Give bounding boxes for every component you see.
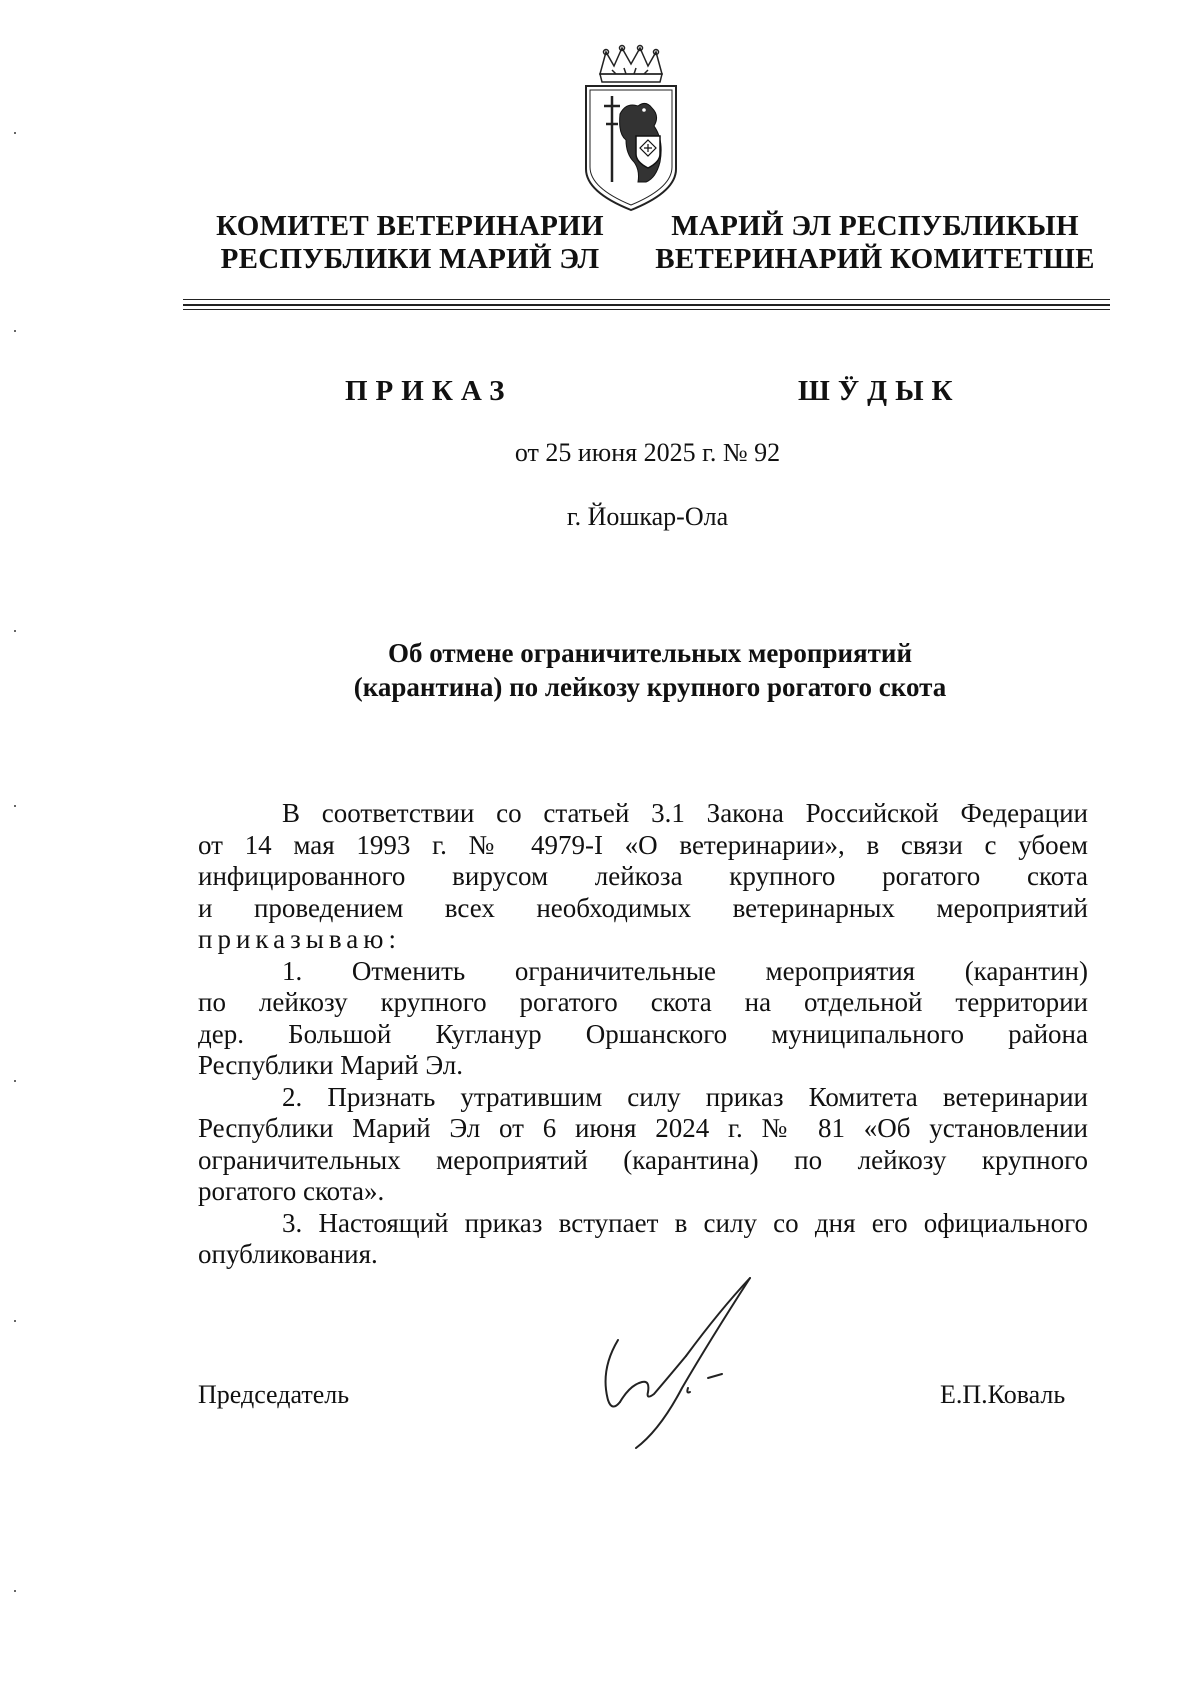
document-date-number: от 25 июня 2025 г. № 92 bbox=[514, 438, 781, 467]
document-body bbox=[198, 798, 1088, 1271]
scan-margin-mark bbox=[14, 132, 16, 134]
scan-margin-mark bbox=[14, 1590, 16, 1592]
org-name-mari-line2: ВЕТЕРИНАРИЙ КОМИТЕТШЕ bbox=[655, 243, 1095, 275]
org-name-russian bbox=[200, 210, 620, 276]
header-divider-middle bbox=[183, 304, 1110, 306]
document-type-russian: ПРИКАЗ bbox=[345, 375, 513, 407]
scan-margin-mark bbox=[14, 1080, 16, 1082]
org-name-mari bbox=[650, 210, 1100, 276]
body-line: Республики Марий Эл. bbox=[198, 1050, 464, 1080]
body-line: В соответствии со статьей 3.1 Закона Российской Федерации bbox=[282, 798, 1088, 828]
body-line: Республики Марий Эл от 6 июня 2024 г. № 81 «Об установлении bbox=[198, 1113, 1088, 1143]
document-city: г. Йошкар-Ола bbox=[566, 502, 729, 531]
body-line: приказываю: bbox=[198, 924, 401, 954]
signatory-name: Е.П.Коваль bbox=[940, 1380, 1066, 1409]
body-line: от 14 мая 1993 г. № 4979-I «О ветеринарии», в связи с убоем bbox=[198, 829, 1088, 860]
org-name-ru-line2: РЕСПУБЛИКИ МАРИЙ ЭЛ bbox=[220, 243, 600, 275]
header-divider-top bbox=[183, 299, 1110, 300]
org-name-mari-line1: МАРИЙ ЭЛ РЕСПУБЛИКЫН bbox=[671, 210, 1079, 242]
scan-margin-mark bbox=[14, 1320, 16, 1322]
scan-margin-mark bbox=[14, 330, 16, 332]
handwritten-signature-icon bbox=[590, 1270, 770, 1450]
org-name-ru-line1: КОМИТЕТ ВЕТЕРИНАРИИ bbox=[216, 210, 604, 242]
subject-line-1: Об отмене ограничительных мероприятий bbox=[387, 638, 913, 668]
document-type-mari: ШӰДЫК bbox=[798, 375, 961, 407]
body-line: ограничительных мероприятий (карантина) по лейкозу крупного bbox=[198, 1144, 1088, 1175]
body-line: рогатого скота». bbox=[198, 1176, 385, 1206]
document-subject bbox=[330, 636, 970, 704]
coat-of-arms-icon bbox=[580, 44, 682, 212]
body-line: дер. Большой Кугланур Оршанского муниципального района bbox=[198, 1018, 1088, 1049]
subject-line-2: (карантина) по лейкозу крупного рогатого скота bbox=[353, 672, 947, 702]
signatory-title: Председатель bbox=[198, 1380, 350, 1409]
body-line: и проведением всех необходимых ветеринарных мероприятий bbox=[198, 892, 1088, 923]
body-line: 2. Признать утратившим силу приказ Комитета ветеринарии bbox=[282, 1081, 1088, 1112]
header-divider-bottom bbox=[183, 309, 1110, 310]
body-line: 1. Отменить ограничительные мероприятия (карантин) bbox=[282, 955, 1088, 986]
body-line: по лейкозу крупного рогатого скота на отдельной территории bbox=[198, 987, 1088, 1017]
body-line: 3. Настоящий приказ вступает в силу со дня его официального bbox=[282, 1207, 1088, 1238]
body-line: опубликования. bbox=[198, 1239, 378, 1269]
body-line: инфицированного вирусом лейкоза крупного рогатого скота bbox=[198, 861, 1088, 891]
scan-margin-mark bbox=[14, 805, 16, 807]
scan-margin-mark bbox=[14, 630, 16, 632]
